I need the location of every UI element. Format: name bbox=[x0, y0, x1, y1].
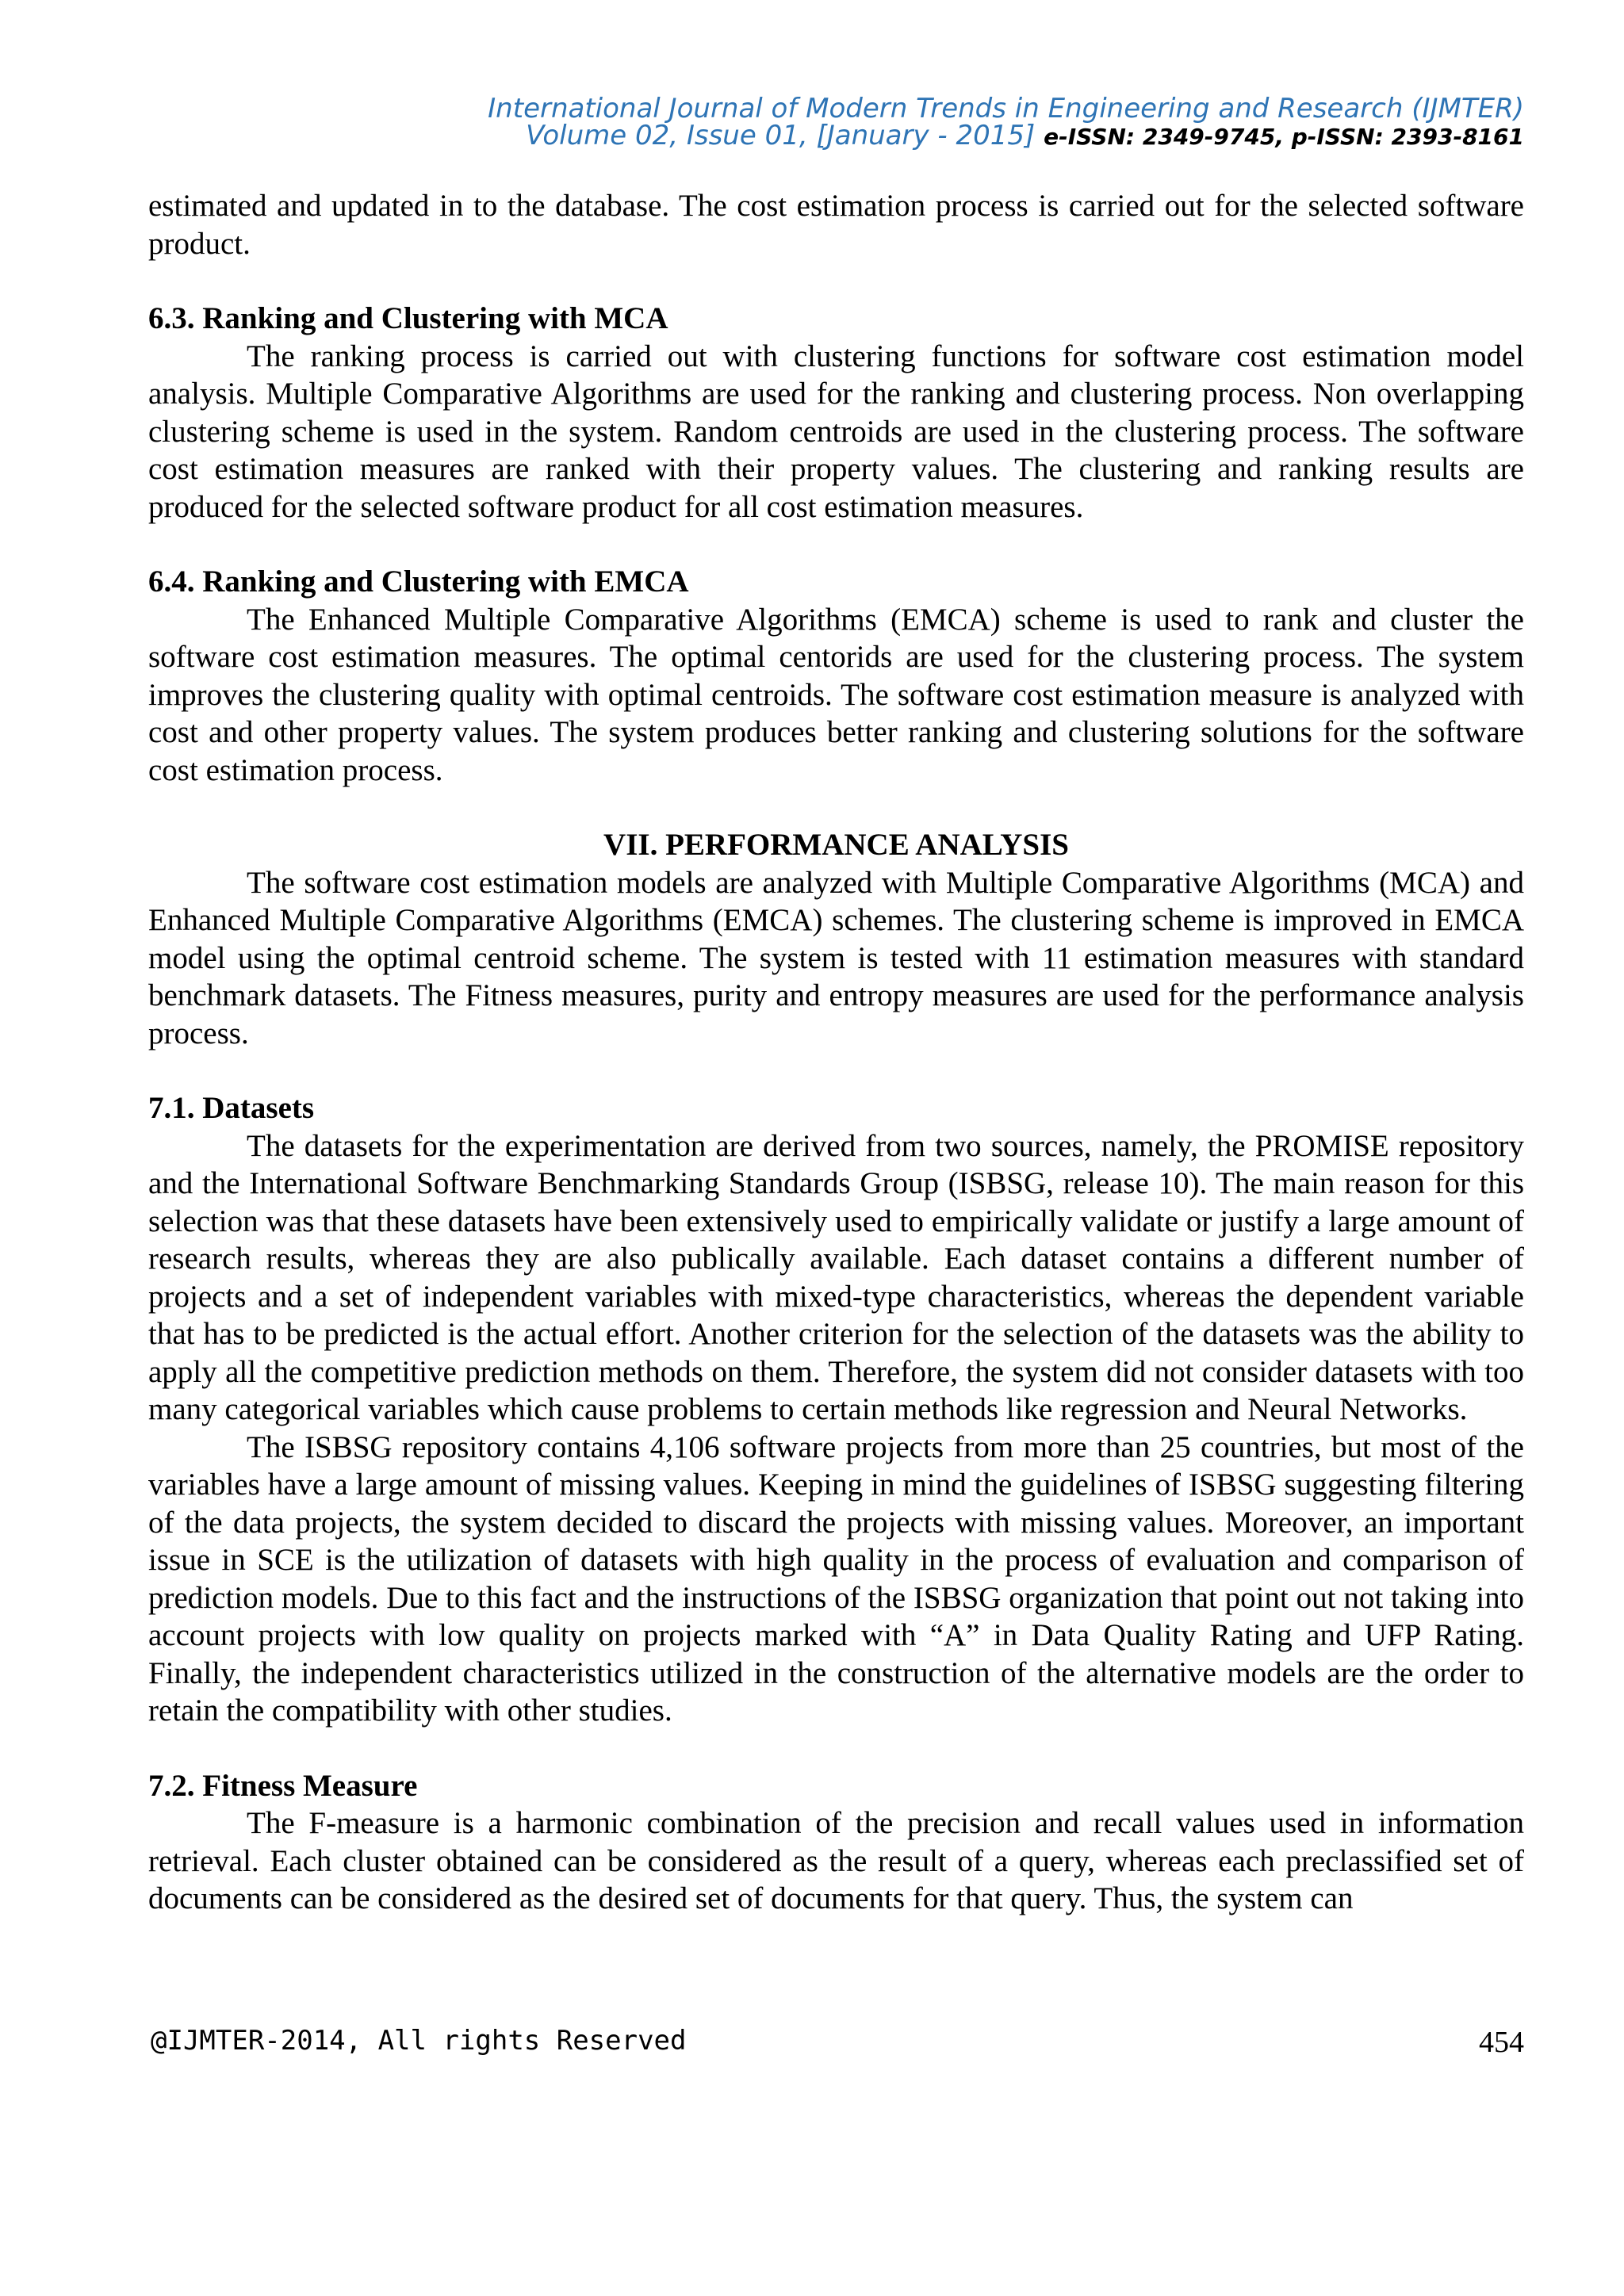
section-heading-vii: VII. PERFORMANCE ANALYSIS bbox=[603, 828, 1069, 862]
section-heading-7-1: 7.1. Datasets bbox=[148, 1091, 315, 1125]
section-heading-7-2: 7.2. Fitness Measure bbox=[148, 1768, 418, 1803]
paragraph: The software cost estimation models are analyzed with Multiple Comparative Algorithms (MCA) and Enhanced Multiple Comparative Algorithms (EMCA) schemes. The clustering scheme is improved in EMCA model using the optimal centroid scheme. The system is tested with 11 estimation measures with standard benchmark datasets. The Fitness measures, purity and entropy measures are used for the performance analysis process. bbox=[148, 865, 1524, 1050]
section-heading-6-3: 6.3. Ranking and Clustering with MCA bbox=[148, 301, 668, 335]
article-body bbox=[148, 187, 1524, 1918]
paragraph: The datasets for the experimentation are derived from two sources, namely, the PROMISE repository and the International Software Benchmarking Standards Group (ISBSG, release 10). The main reason for this selection was that these datasets have been extensively used to empirically validate or justify a large amount of research results, whereas they are also publically available. Each dataset contains a different number of projects and a set of independent variables with mixed-type characteristics, whereas the dependent variable that has to be predicted is the actual effort. Another criterion for the selection of the datasets was the ability to apply all the competitive prediction methods on them. Therefore, the system did not consider datasets with too many categorical variables which cause problems to certain methods like regression and Neural Networks. bbox=[148, 1128, 1524, 1426]
copyright-notice: @IJMTER-2014, All rights Reserved bbox=[151, 2025, 687, 2057]
paragraph: The ISBSG repository contains 4,106 software projects from more than 25 countries, but most of the variables have a large amount of missing values. Keeping in mind the guidelines of ISBSG suggesting filtering of the data projects, the system decided to discard the projects with missing values. Moreover, an important issue in SCE is the utilization of datasets with high quality in the process of evaluation and comparison of prediction models. Due to this fact and the instructions of the ISBSG organization that point out not taking into account projects with low quality on projects marked with “A” in Data Quality Rating and UFP Rating. Finally, the independent characteristics utilized in the construction of the alternative models are the order to retain the compatibility with other studies. bbox=[148, 1429, 1524, 1728]
journal-title: International Journal of Modern Trends in Engineering and Research (IJMTER) bbox=[488, 93, 1524, 124]
journal-volume-line bbox=[488, 122, 1524, 151]
paragraph: The Enhanced Multiple Comparative Algorithms (EMCA) scheme is used to rank and cluster the software cost estimation measures. The optimal centorids are used for the clustering process. The system improves the clustering quality with optimal centroids. The software cost estimation measure is analyzed with cost and other property values. The system produces better ranking and clustering solutions for the software cost estimation process. bbox=[148, 602, 1524, 787]
page-header bbox=[488, 95, 1524, 151]
intro-paragraph: estimated and updated in to the database. The cost estimation process is carried out for the selected software product. bbox=[148, 189, 1524, 261]
section-heading-6-4: 6.4. Ranking and Clustering with EMCA bbox=[148, 564, 689, 599]
paragraph: The ranking process is carried out with clustering functions for software cost estimation model analysis. Multiple Comparative Algorithms are used for the ranking and clustering process. Non overlapping clustering scheme is used in the system. Random centroids are used in the clustering process. The software cost estimation measures are ranked with their property values. The clustering and ranking results are produced for the selected software product for all cost estimation measures. bbox=[148, 339, 1524, 524]
page-number: 454 bbox=[1479, 2026, 1524, 2059]
journal-volume: Volume 02, Issue 01, [January - 2015] bbox=[526, 120, 1036, 151]
paragraph: The F-measure is a harmonic combination of the precision and recall values used in information retrieval. Each cluster obtained can be considered as the result of a query, whereas each preclassified set of documents can be considered as the desired set of documents for that query. Thus, the system can bbox=[148, 1806, 1524, 1915]
journal-issn: e-ISSN: 2349-9745, p-ISSN: 2393-8161 bbox=[1044, 124, 1524, 150]
